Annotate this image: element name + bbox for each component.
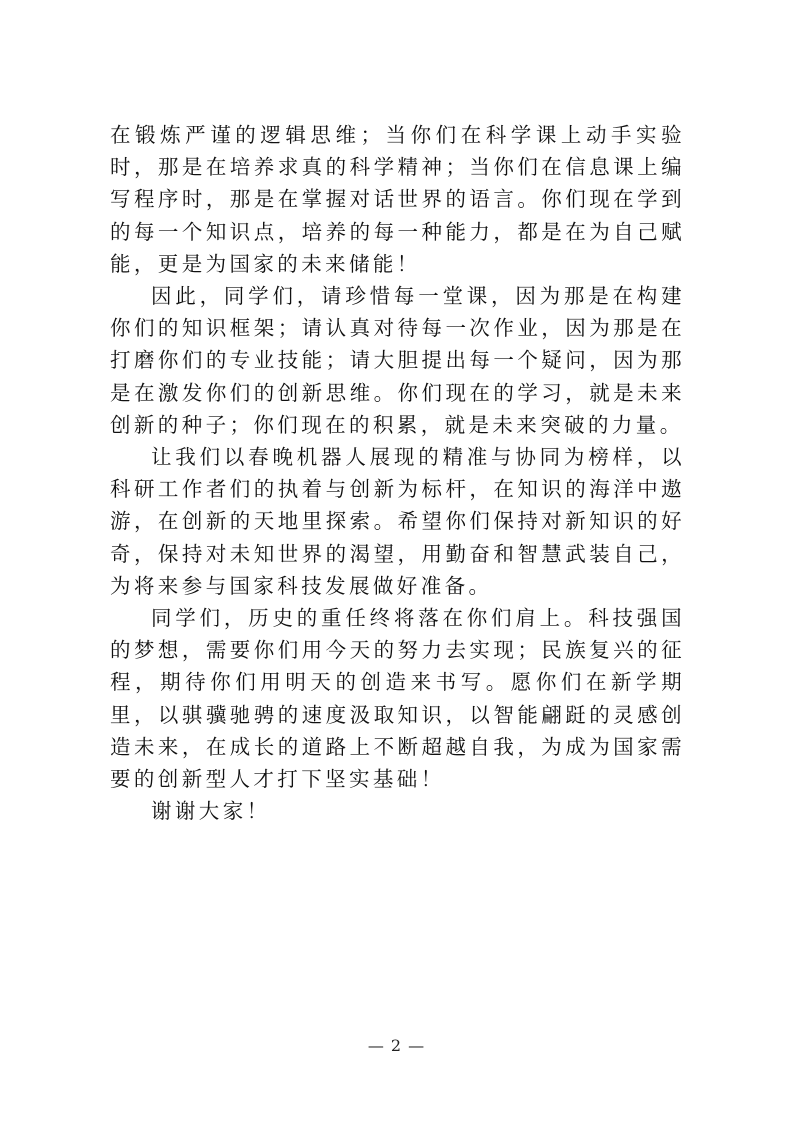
body-text (110, 119, 685, 827)
paragraph-5-closing: 谢谢大家！ (151, 799, 271, 824)
paragraph-1: 在锻炼严谨的逻辑思维；当你们在科学课上动手实验时，那是在培养求真的科学精神；当你们在信息课上编写程序时，那是在掌握对话世界的语言。你们现在学到的每一个知识点，培养的每一种能力，都是在为自己赋能，更是为国家的未来储能！ (110, 123, 685, 276)
paragraph-4: 同学们，历史的重任终将落在你们肩上。科技强国的梦想，需要你们用今天的努力去实现；民族复兴的征程，期待你们用明天的创造来书写。愿你们在新学期里，以骐骥驰骋的速度汲取知识，以智能翩跹的灵感创造未来，在成长的道路上不断超越自我，为成为国家需要的创新型人才打下坚实基础！ (110, 606, 685, 792)
page-number: — 2 — (367, 1036, 426, 1055)
paragraph-3: 让我们以春晚机器人展现的精准与协同为榜样，以科研工作者们的执着与创新为标杆，在知识的海洋中遨游，在创新的天地里探索。希望你们保持对新知识的好奇，保持对未知世界的渴望，用勤奋和智慧武装自己，为将来参与国家科技发展做好准备。 (110, 445, 685, 598)
paragraph-2: 因此，同学们，请珍惜每一堂课，因为那是在构建你们的知识框架；请认真对待每一次作业，因为那是在打磨你们的专业技能；请大胆提出每一个疑问，因为那是在激发你们的创新思维。你们现在的学习，就是未来创新的种子；你们现在的积累，就是未来突破的力量。 (110, 284, 685, 437)
